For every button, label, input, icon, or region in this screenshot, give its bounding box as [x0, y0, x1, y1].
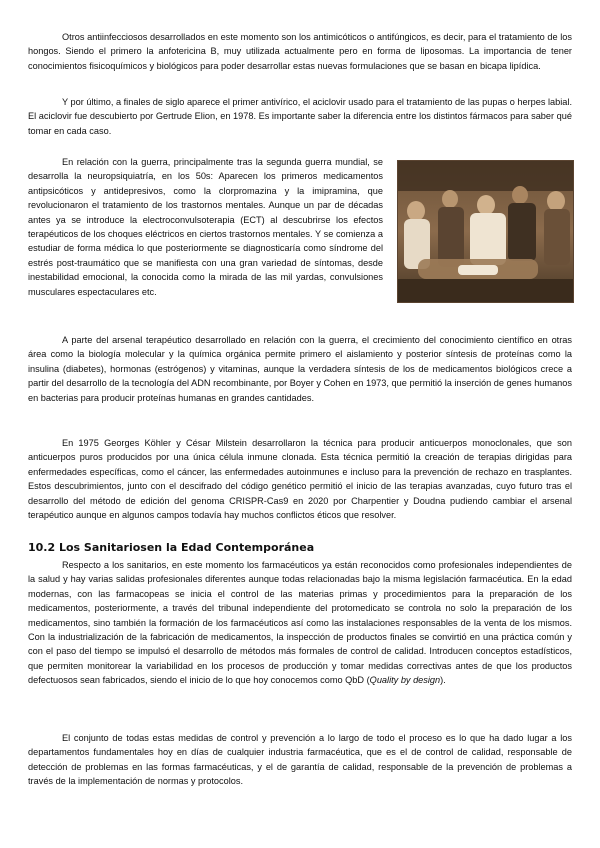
paragraph-sanitarios [28, 558, 572, 688]
paragraph-sanitarios-end: ). [440, 675, 446, 686]
paragraph-monoclonal-antibodies: En 1975 Georges Köhler y César Milstein desarrollaron la técnica para producir anticuerpos monoclonales, que son anticuerpos puros producidos por una única célula inmune clonada. Esta técnica permitió la creación de terapias dirigidas para enfermedades específicas, como el cáncer, las enfermedades autoinmunes e incluso para la prevención de rechazo en trasplantes. Estos descubrimientos, junto con el descifrado del código genético permitió el inicio de las terapias avanzadas, cuyo futuro tras el desarrollo del método de edición del genoma CRISPR-Cas9 en 2020 por Charpentier y Doudna pudiendo cambiar el arsenal terapéutico aunque en algunos campos todavía hay muchos conflictos éticos que resolver. [28, 438, 572, 521]
paragraph-antivirals: Y por último, a finales de siglo aparece el primer antivírico, el aciclovir usado para el tratamiento de las pupas o herpes labial. El aciclovir fue descubierto por Gertrude Elion, en 1978. Es importante saber la diferencia entre los distintos fármacos para saber qué tomar en cada caso. [28, 97, 573, 136]
war-wounded-soldiers-photo-icon [398, 161, 573, 302]
section-heading: 10.2 Los Sanitariosen la Edad Contemporánea [28, 541, 315, 554]
war-wounded-soldiers-photo [397, 160, 574, 303]
paragraph-antifungals: Otros antiinfecciosos desarrollados en este momento son los antimicóticos o antifúngicos, es decir, para el tratamiento de los hongos. Siendo el primero la anfotericina B, muy utilizada actualmente pero en forma de liposomas. La importancia de tener conocimientos fisicoquímicos y biológicos para poder desarrollar estas nuevas formulaciones que se basan en bicapa lipídica. [28, 32, 572, 71]
paragraph-neuropsychiatry: En relación con la guerra, principalmente tras la segunda guerra mundial, se desarrolla la neuropsiquiatría, en los 50s: Aparecen los primeros medicamentos antipsicóticos y antidepresivos, como la clorpromazina y la imipramina, que revolucionaron el tratamiento de los trastornos mentales. Aunque un par de décadas antes ya se introduce la electroconvulsoterapia (ECT) al descubrirse los efectos terapéuticos de los choques eléctricos en ciertos trastornos mentales. Y se comienza a estudiar de forma médica lo que posteriormente se diagnosticaría como síndrome del estrés post-traumático que se manifiesta con una gran variedad de síntomas, desde inestabilidad emocional, la conocida como la mirada de las mil yardas, convulsiones musculares espectaculares etc. [28, 157, 383, 297]
paragraph-biotechnology: A parte del arsenal terapéutico desarrollado en relación con la guerra, el crecimiento del conocimiento científico en otras área como la biología molecular y la química orgánica permite primero el aislamiento y posterior síntesis de proteínas como la insulina (diabetes), hormonas (estrógenos) y vitaminas, aunque la verdadera síntesis de los de medicamentos biológicos crece a partir del desarrollo de la tecnología del ADN recombinante, por Boyer y Cohen en 1973, que permitió la inserción de genes humanos en bacterias para producir proteínas humanas en grandes cantidades. [28, 335, 572, 403]
paragraph-quality-departments: El conjunto de todas estas medidas de control y prevención a lo largo de todo el proceso es lo que ha dado lugar a los departamentos fundamentales hoy en días de cualquier industria farmacéutica, que es el de control de calidad, responsable de detección de problemas en las formas farmacéuticas, y el de garantía de calidad, responsable de la prevención de problemas a través de la implementación de normas y protocolos. [28, 733, 572, 787]
paragraph-sanitarios-text: Respecto a los sanitarios, en este momento los farmacéuticos ya están reconocidos como profesionales independientes de la salud y hay varias salidas profesionales diferentes aunque todas relacionadas bajo la misma legislación farmacéutica. En la edad modernas, con las farmacopeas se inicia el control de las materias primas y procedimientos para la preparación de los medicamentos, posteriormente, a través del tribunal independiente del protomedicato se controla no solo la preparación de los medicamentos, sino también la formación de los farmacéuticos así como las instalaciones responsables de la venta de los mismos. Con la industrialización de la fabricación de medicamentos, la inspección de productos finales se convirtió en una práctica común y con el paso del tiempo se impulsó el desarrollo de métodos más formales de control de calidad. Introducen conceptos estadísticos, que permiten monitorear la variabilidad en los procesos de producción y tomar medidas correctivas antes de que los productos defectuosos sean fabricados, siendo el inicio de lo que hoy conocemos como QbD ( [28, 560, 572, 686]
quality-by-design-term: Quality by design [369, 675, 441, 686]
